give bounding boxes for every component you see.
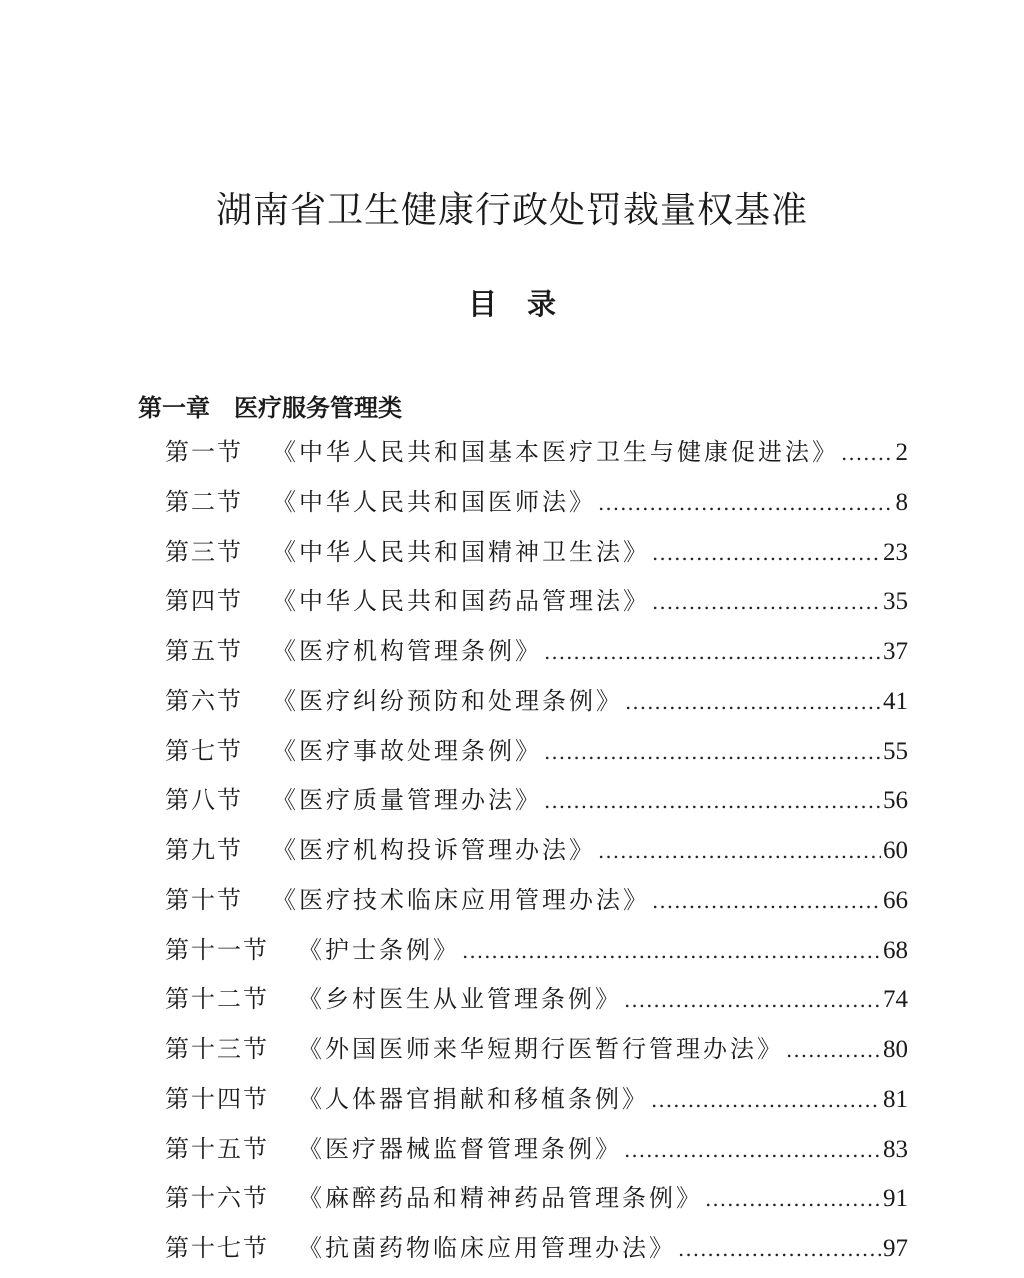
toc-entry-page: 35	[883, 588, 908, 616]
toc-entry-page: 56	[883, 787, 908, 815]
toc-entry-name: 《医疗器械监督管理条例》	[298, 1134, 622, 1163]
dot-leader	[462, 939, 881, 963]
dot-leader	[598, 839, 881, 863]
toc-entry[interactable]	[165, 731, 908, 781]
toc-entry[interactable]	[165, 432, 908, 482]
toc-entry-name: 《医疗机构投诉管理办法》	[272, 836, 596, 864]
toc-entry-page: 37	[883, 638, 908, 665]
toc-entry[interactable]	[165, 930, 908, 980]
toc-entry-page: 2	[895, 439, 908, 466]
dot-leader	[624, 988, 881, 1012]
toc-entry-section: 第二节	[165, 487, 243, 516]
toc-entry-section: 第十五节	[165, 1134, 269, 1163]
toc-entry-section: 第十四节	[165, 1084, 269, 1113]
toc-entry-section: 第十节	[165, 885, 243, 914]
toc-entry-name: 《中华人民共和国精神卫生法》	[272, 537, 650, 566]
toc-entry-page: 8	[895, 488, 908, 516]
toc-entry-name: 《中华人民共和国基本医疗卫生与健康促进法》	[272, 438, 839, 466]
toc-entry-name: 《中华人民共和国药品管理法》	[272, 587, 650, 616]
toc-entry[interactable]	[165, 681, 908, 731]
chapter-name: 医疗服务管理类	[234, 394, 402, 422]
toc-entry[interactable]	[165, 532, 908, 582]
dot-leader	[841, 441, 894, 465]
dot-leader	[705, 1187, 881, 1211]
toc-entry-section: 第十六节	[165, 1184, 269, 1213]
toc-entry-page: 74	[883, 986, 908, 1014]
toc-entry[interactable]	[165, 780, 908, 830]
toc-entry[interactable]	[165, 631, 908, 681]
toc-entry-section: 第八节	[165, 786, 243, 815]
toc-entry[interactable]	[165, 979, 908, 1029]
toc-entry-name: 《人体器官捐献和移植条例》	[298, 1084, 649, 1113]
dot-leader	[652, 541, 881, 565]
toc-entry-name: 《医疗技术临床应用管理办法》	[272, 885, 650, 914]
toc-entry-name: 《抗菌药物临床应用管理办法》	[298, 1234, 676, 1262]
toc-entry-section: 第五节	[165, 637, 243, 665]
dot-leader	[544, 640, 881, 664]
dot-leader	[544, 789, 881, 813]
dot-leader	[651, 1088, 881, 1112]
toc-entry[interactable]	[165, 880, 908, 930]
toc-entry-page: 23	[883, 538, 908, 566]
toc-entry-page: 97	[883, 1235, 908, 1262]
dot-leader	[625, 690, 881, 714]
toc-entry-name: 《麻醉药品和精神药品管理条例》	[298, 1184, 703, 1213]
toc-heading-char-1: 目	[467, 287, 497, 321]
toc-entry-page: 83	[883, 1135, 908, 1163]
chapter-heading	[138, 388, 402, 423]
toc-entry-section: 第四节	[165, 587, 243, 616]
dot-leader	[652, 889, 881, 913]
toc-entry[interactable]	[165, 1029, 908, 1079]
toc-entry-section: 第十一节	[165, 935, 269, 964]
toc-heading-char-2: 录	[527, 287, 557, 321]
toc-entry-section: 第十三节	[165, 1035, 269, 1063]
toc-entry-name: 《医疗纠纷预防和处理条例》	[272, 686, 623, 715]
toc-entry-name: 《中华人民共和国医师法》	[272, 487, 596, 516]
toc-entry-name: 《医疗事故处理条例》	[272, 736, 542, 765]
toc-entry-section: 第六节	[165, 686, 243, 715]
toc-entry-name: 《外国医师来华短期行医暂行管理办法》	[298, 1035, 784, 1063]
toc-entries	[165, 432, 908, 1278]
toc-entry-section: 第十二节	[165, 985, 269, 1014]
toc-entry[interactable]	[165, 1079, 908, 1129]
chapter-number: 第一章	[138, 394, 210, 422]
toc-entry-page: 81	[883, 1085, 908, 1113]
toc-entry-page: 41	[883, 687, 908, 715]
toc-entry-section: 第九节	[165, 836, 243, 864]
toc-entry-section: 第十七节	[165, 1234, 269, 1262]
toc-entry[interactable]	[165, 581, 908, 631]
toc-entry-name: 《护士条例》	[298, 935, 460, 964]
toc-entry-page: 80	[883, 1036, 908, 1063]
dot-leader	[624, 1138, 881, 1162]
dot-leader	[652, 590, 881, 614]
toc-entry[interactable]	[165, 1178, 908, 1228]
toc-entry[interactable]	[165, 482, 908, 532]
toc-entry-section: 第三节	[165, 537, 243, 566]
toc-entry-section: 第一节	[165, 438, 243, 466]
toc-entry-section: 第七节	[165, 736, 243, 765]
toc-entry-page: 68	[883, 936, 908, 964]
toc-heading	[0, 282, 1024, 323]
toc-entry[interactable]	[165, 1228, 908, 1278]
toc-entry-page: 55	[883, 737, 908, 765]
document-title: 湖南省卫生健康行政处罚裁量权基准	[215, 190, 808, 231]
toc-entry-name: 《医疗机构管理条例》	[272, 637, 542, 665]
toc-entry-page: 91	[883, 1185, 908, 1213]
dot-leader	[678, 1237, 881, 1261]
toc-entry-page: 60	[883, 837, 908, 864]
toc-entry[interactable]	[165, 830, 908, 880]
toc-entry-name: 《乡村医生从业管理条例》	[298, 985, 622, 1014]
toc-entry-page: 66	[883, 886, 908, 914]
dot-leader	[786, 1038, 881, 1062]
toc-entry[interactable]	[165, 1129, 908, 1179]
toc-entry-name: 《医疗质量管理办法》	[272, 786, 542, 815]
dot-leader	[598, 491, 894, 515]
dot-leader	[544, 740, 881, 764]
